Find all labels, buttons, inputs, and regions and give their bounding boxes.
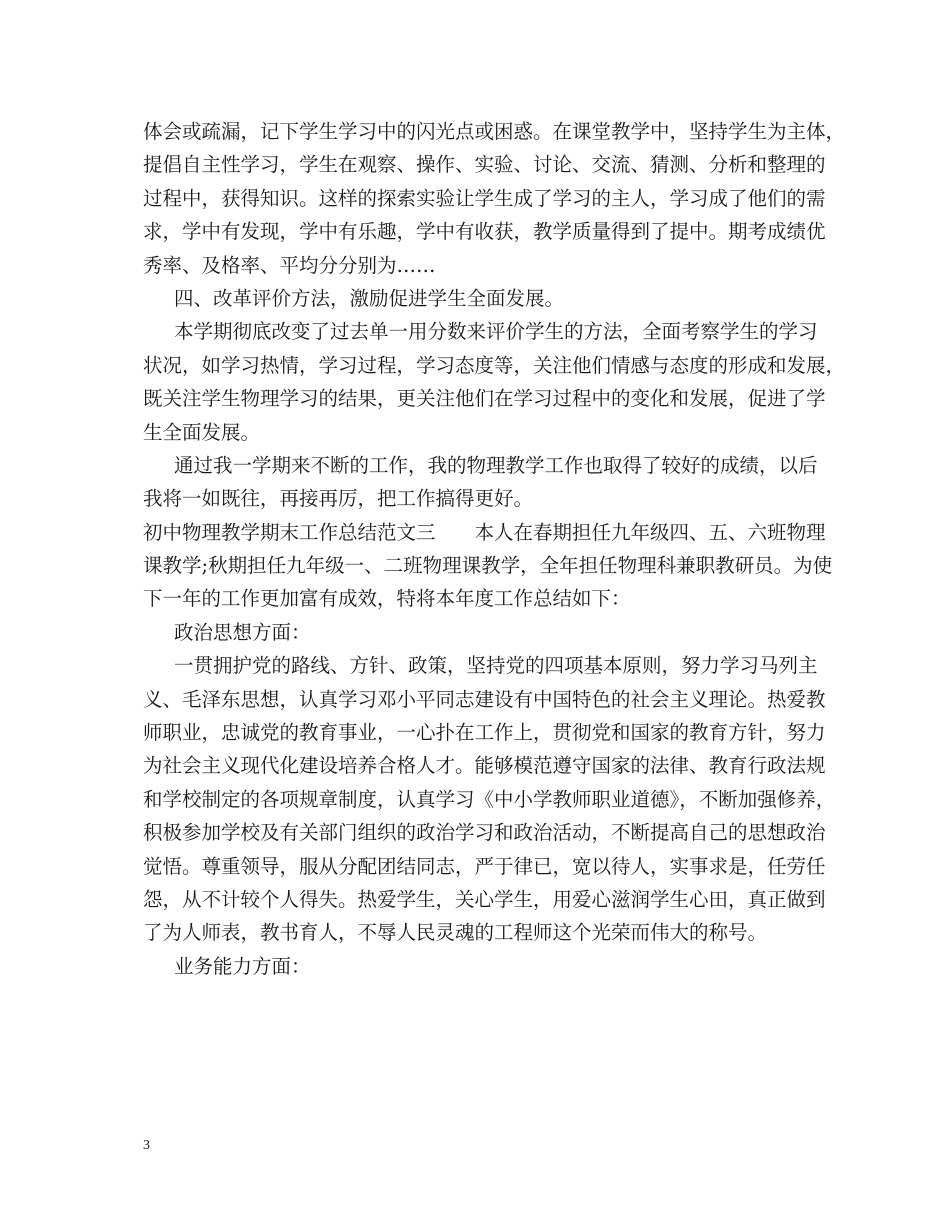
text-line: 体会或疏漏，记下学生学习中的闪光点或困惑。在课堂教学中，坚持学生为主体， xyxy=(143,120,846,143)
section-heading: 四、改革评价方法，激励促进学生全面发展。 xyxy=(174,286,565,310)
text-line: 一贯拥护党的路线、方针、政策，坚持党的四项基本原则，努力学习马列主 xyxy=(174,654,818,678)
text-line: 状况，如学习热情，学习过程，学习态度等，关注他们情感与态度的形成和发展， xyxy=(143,353,846,377)
text-line: 课教学;秋期担任九年级一、二班物理课教学，全年担任物理科兼职教研员。为使 xyxy=(143,554,833,578)
text-line: 求，学中有发现，学中有乐趣，学中有收获，教学质量得到了提中。期考成绩优 xyxy=(143,220,826,244)
page-number: 3 xyxy=(143,1138,150,1153)
document-body xyxy=(143,115,846,983)
article-title-line: 初中物理教学期末工作总结范文三 本人在春期担任九年级四、五、六班物理 xyxy=(143,520,826,544)
text-line: 觉悟。尊重领导，服从分配团结同志，严于律已，宽以待人，实事求是，任劳任 xyxy=(143,854,826,878)
text-line: 了为人师表，教书育人，不辱人民灵魂的工程师这个光荣而伟大的称号。 xyxy=(143,921,768,945)
section-heading: 政治思想方面： xyxy=(174,620,311,644)
text-line: 过程中，获得知识。这样的探索实验让学生成了学习的主人，学习成了他们的需 xyxy=(143,186,826,210)
text-line: 我将一如既往，再接再厉，把工作搞得更好。 xyxy=(143,487,534,511)
text-line: 为社会主义现代化建设培养合格人才。能够模范遵守国家的法律、教育行政法规 xyxy=(143,754,826,778)
text-line: 既关注学生物理学习的结果，更关注他们在学习过程中的变化和发展，促进了学 xyxy=(143,387,826,411)
text-line: 生全面发展。 xyxy=(143,420,261,444)
text-line: 提倡自主性学习，学生在观察、操作、实验、讨论、交流、猜测、分析和整理的 xyxy=(143,153,826,177)
text-line: 师职业，忠诚党的教育事业，一心扑在工作上，贯彻党和国家的教育方针，努力 xyxy=(143,721,826,745)
text-line: 通过我一学期来不断的工作，我的物理教学工作也取得了较好的成绩，以后 xyxy=(174,453,818,477)
text-line: 下一年的工作更加富有成效，特将本年度工作总结如下： xyxy=(143,587,631,611)
section-heading: 业务能力方面： xyxy=(174,954,311,978)
text-line: 怨，从不计较个人得失。热爱学生，关心学生，用爱心滋润学生心田，真正做到 xyxy=(143,887,826,911)
text-line: 本学期彻底改变了过去单一用分数来评价学生的方法，全面考察学生的学习 xyxy=(174,320,818,344)
text-line: 秀率、及格率、平均分分别为…… xyxy=(143,253,436,277)
text-line: 和学校制定的各项规章制度，认真学习《中小学教师职业道德》，不断加强修养， xyxy=(143,787,836,811)
text-line: 积极参加学校及有关部门组织的政治学习和政治活动，不断提高自己的思想政治 xyxy=(143,821,826,845)
text-line: 义、毛泽东思想，认真学习邓小平同志建设有中国特色的社会主义理论。热爱教 xyxy=(143,687,826,711)
